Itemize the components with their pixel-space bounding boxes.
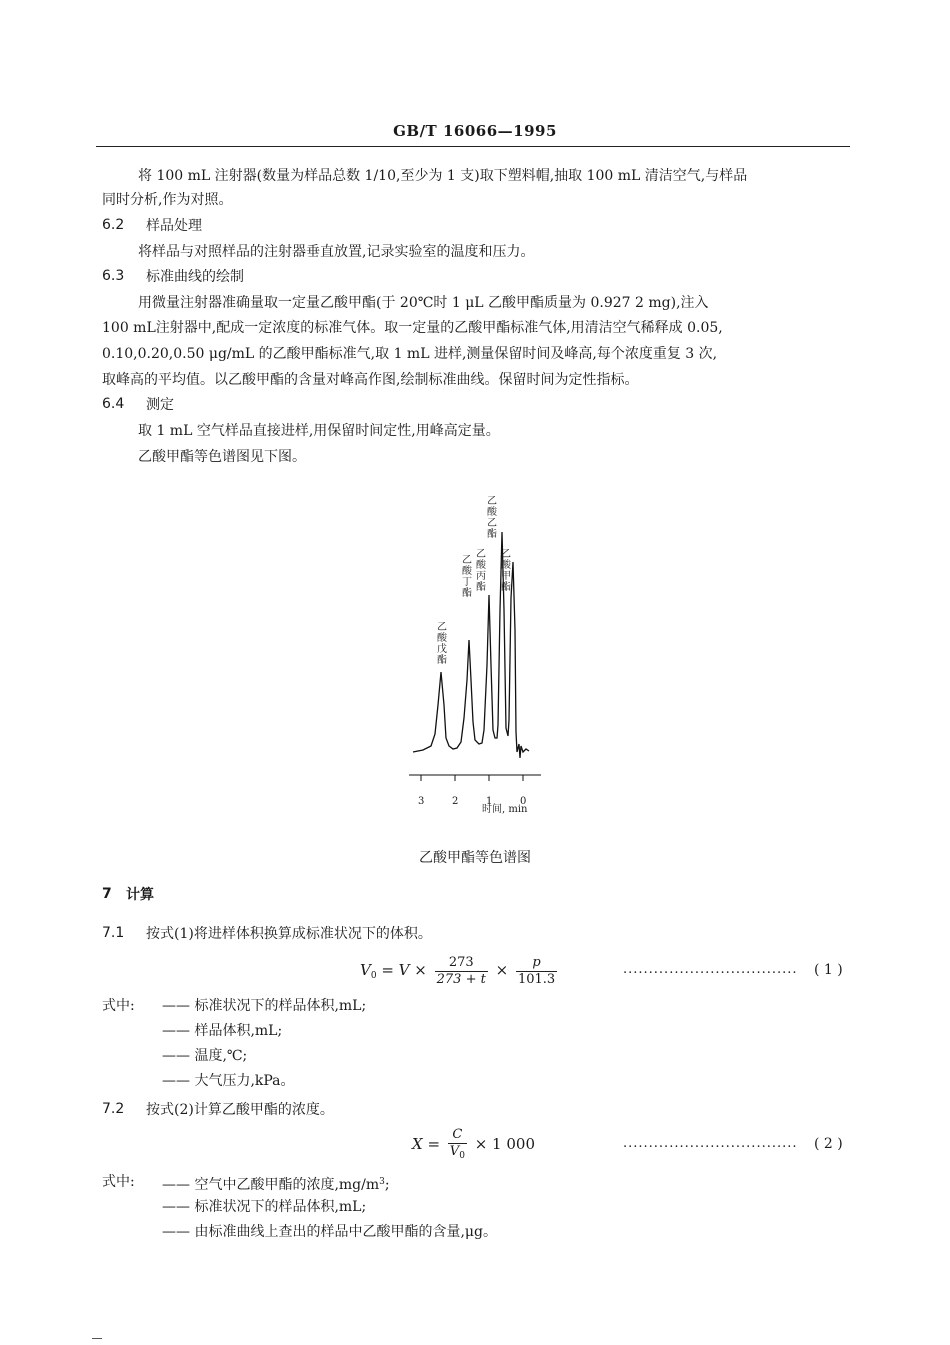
eq1-lhs-sub: 0 <box>370 971 377 981</box>
page-mark <box>92 1338 102 1339</box>
peak-label: 乙酸丁酯 <box>462 555 472 599</box>
equation-1 <box>360 950 560 990</box>
control-paragraph-line-1: 将 100 mL 注射器(数量为样品总数 1/10,至少为 1 支)取下塑料帽,抽取 100 mL 清洁空气,与样品 <box>138 168 748 184</box>
section-6-3-line-4: 取峰高的平均值。以乙酸甲酯的含量对峰高作图,绘制标准曲线。保留时间为定性指标。 <box>102 372 639 388</box>
peak-label: 乙酸甲酯 <box>501 549 511 593</box>
eq2-leader-dots: .................................. <box>623 1136 798 1151</box>
time-axis-tick-label: 2 <box>452 796 459 807</box>
where-item-text: —— 空气中乙酸甲酯的浓度$,mg/m^3$; <box>162 1177 390 1193</box>
chromatogram <box>395 490 555 820</box>
eq2-den: V <box>449 1143 460 1159</box>
peak-label: 乙酸丙酯 <box>476 549 486 593</box>
figure-caption: 乙酸甲酯等色谱图 <box>419 850 531 866</box>
time-axis-tick-label: 1 <box>486 796 493 807</box>
where-item-text: —— 样品体积,mL; <box>162 1023 283 1039</box>
section-6-4-title: 测定 <box>146 397 174 413</box>
eq1-den2: 101.3 <box>517 971 556 987</box>
section-7-2-number: 7.2 <box>102 1101 125 1117</box>
section-6-3-line-3: 0.10,0.20,0.50 μg/mL 的乙酸甲酯标准气,取 1 mL 进样,测量保留时间及峰高,每个浓度重复 3 次, <box>102 346 718 362</box>
section-7-number: 7 <box>102 886 112 902</box>
section-6-2-body: 将样品与对照样品的注射器垂直放置,记录实验室的温度和压力。 <box>138 244 535 260</box>
time-axis-tick-label: 3 <box>418 796 425 807</box>
eq1-fraction-1 <box>435 955 488 988</box>
eq1-lhs: V <box>360 961 371 979</box>
where-item-text: —— 温度,℃; <box>162 1048 248 1064</box>
eq2-fraction <box>448 1127 467 1164</box>
eq2-den-sub: 0 <box>459 1150 465 1161</box>
section-6-3-line-1: 用微量注射器准确量取一定量乙酸甲酯(于 20℃时 1 μL 乙酸甲酯质量为 0.927 2 mg),注入 <box>138 295 709 311</box>
where-item-text: —— 标准状况下的样品体积,mL; <box>162 1199 367 1215</box>
section-6-2-number: 6.2 <box>102 217 125 233</box>
peak-label: 乙酸乙酯 <box>487 496 497 540</box>
section-6-3-number: 6.3 <box>102 268 125 284</box>
time-axis-tick-label: 0 <box>520 796 527 807</box>
header-rule <box>96 146 850 147</box>
where-2-lead: 式中: <box>102 1174 135 1190</box>
section-6-2-title: 样品处理 <box>146 218 202 234</box>
eq2-mult: × 1 000 <box>474 1135 535 1153</box>
section-7-2-text: 按式(2)计算乙酸甲酯的浓度。 <box>146 1102 334 1118</box>
equation-2 <box>412 1124 535 1164</box>
eq1-den1: 273 + t <box>436 971 486 987</box>
section-7-title: 计算 <box>126 887 154 903</box>
where-1-lead: 式中: <box>102 998 135 1014</box>
peak-label: 乙酸戊酯 <box>437 622 447 666</box>
section-6-3-line-2: 100 mL注射器中,配成一定浓度的标准气体。取一定量的乙酸甲酯标准气体,用清洁空气稀释成 0.05, <box>102 320 723 336</box>
eq1-num2: p <box>516 955 557 972</box>
eq1-rhs-v: = V × <box>376 961 427 979</box>
section-7-1-text: 按式(1)将进样体积换算成标准状况下的体积。 <box>146 926 432 942</box>
section-6-4-number: 6.4 <box>102 396 125 412</box>
eq1-times: × <box>495 961 509 979</box>
time-axis-label: 时间, min <box>482 804 528 815</box>
eq1-number: ( 1 ) <box>814 962 843 978</box>
eq2-lhs: X = <box>412 1135 441 1153</box>
page-header: GB/T 16066—1995 <box>393 122 557 140</box>
section-6-3-title: 标准曲线的绘制 <box>146 269 244 285</box>
eq2-num: C <box>448 1127 467 1144</box>
where-item-text: —— 标准状况下的样品体积,mL; <box>162 998 367 1014</box>
section-6-4-body-2: 乙酸甲酯等色谱图见下图。 <box>138 449 306 465</box>
eq1-fraction-2 <box>516 955 557 988</box>
eq1-leader-dots: .................................. <box>623 962 798 977</box>
section-6-4-body-1: 取 1 mL 空气样品直接进样,用保留时间定性,用峰高定量。 <box>138 423 500 439</box>
where-item-text: —— 由标准曲线上查出的样品中乙酸甲酯的含量,μg。 <box>162 1224 497 1240</box>
section-7-1-number: 7.1 <box>102 925 125 941</box>
where-item-text: —— 大气压力,kPa。 <box>162 1073 295 1089</box>
eq2-number: ( 2 ) <box>814 1136 843 1152</box>
control-paragraph-line-2: 同时分析,作为对照。 <box>102 192 233 208</box>
eq1-num1: 273 <box>435 955 488 972</box>
